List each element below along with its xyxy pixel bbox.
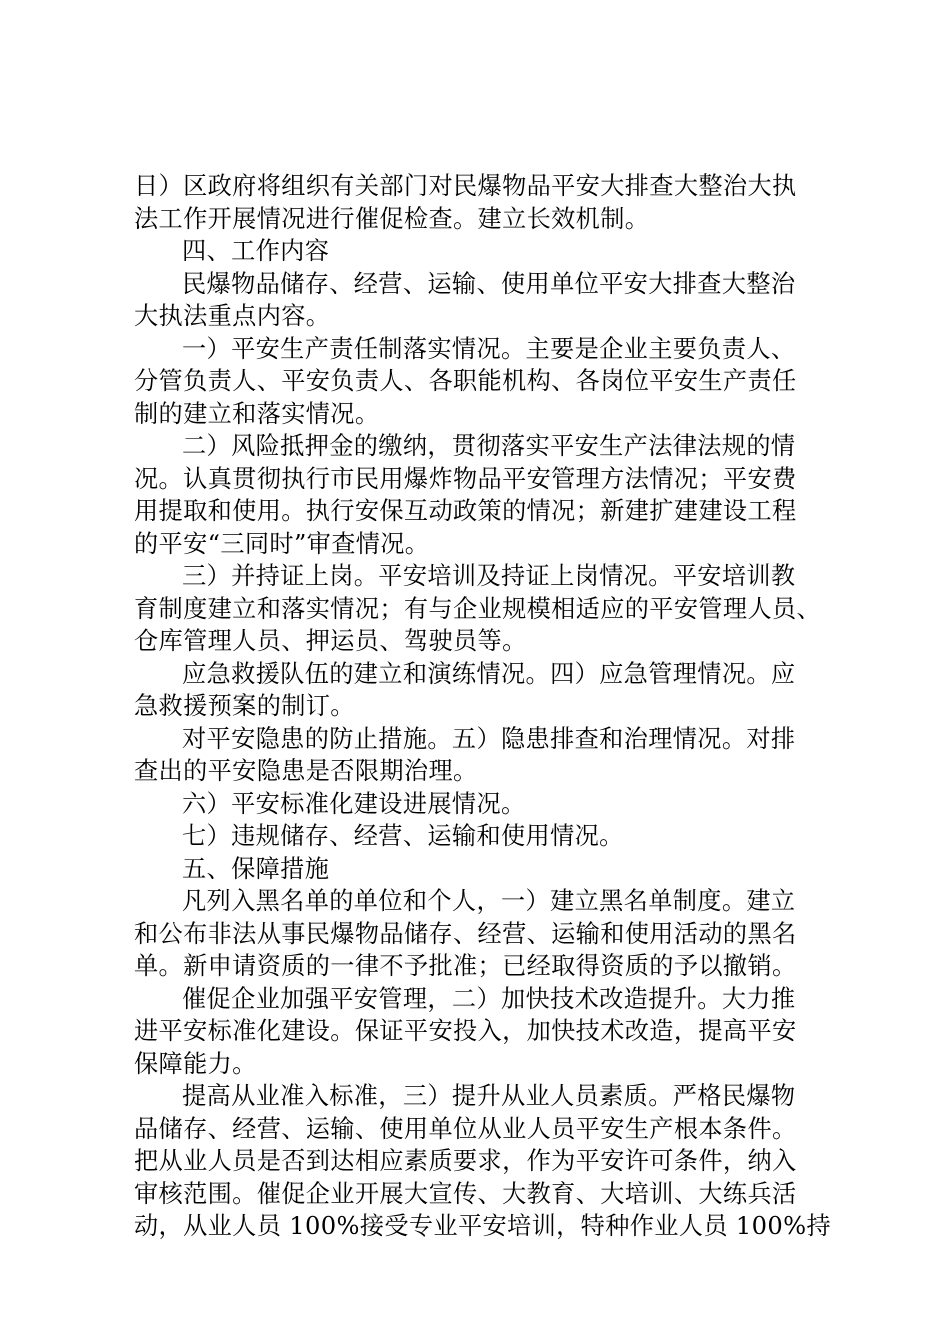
text-line: 五、保障措施 [182,854,330,883]
text-line: 提高从业准入标准，三）提升从业人员素质。严格民爆物 [182,1082,796,1110]
text-line: 二）风险抵押金的缴纳，贯彻落实平安生产法律法规的情 [182,432,796,460]
text-line: 民爆物品储存、经营、运输、使用单位平安大排查大整治 [182,269,796,298]
text-line: 品储存、经营、运输、使用单位从业人员平安生产根本条件。 [134,1114,797,1143]
text-line: 和公布非法从事民爆物品储存、经营、运输和使用活动的黑名 [134,919,797,948]
text-line: 七）违规储存、经营、运输和使用情况。 [182,822,624,850]
text-line: 用提取和使用。执行安保互动政策的情况；新建扩建建设工程 [134,497,797,525]
text-line: 育制度建立和落实情况；有与企业规模相适应的平安管理人员、 [134,594,822,623]
text-line: 应急救援队伍的建立和演练情况。四）应急管理情况。应 [182,659,796,688]
text-line: 日）区政府将组织有关部门对民爆物品平安大排查大整治大执 [134,172,797,200]
text-line: 分管负责人、平安负责人、各职能机构、各岗位平安生产责任 [134,367,797,395]
text-line: 查出的平安隐患是否限期治理。 [134,757,478,785]
text-line: 审核范围。催促企业开展大宣传、大教育、大培训、大练兵活 [134,1179,797,1208]
text-line: 四、工作内容 [182,237,330,265]
text-line: 单。新申请资质的一律不予批准；已经取得资质的予以撤销。 [134,952,797,980]
text-line: 把从业人员是否到达相应素质要求，作为平安许可条件，纳入 [134,1147,797,1175]
text-line: 的平安“三同时”审查情况。 [134,529,430,558]
text-line: 一）平安生产责任制落实情况。主要是企业主要负责人、 [182,334,796,363]
document-body [134,170,832,1243]
text-line: 大执法重点内容。 [134,302,331,330]
text-line: 保障能力。 [134,1049,257,1078]
text-line: 急救援预案的制订。 [134,692,355,720]
text-line: 法工作开展情况进行催促检查。建立长效机制。 [134,204,650,233]
text-line: 况。认真贯彻执行市民用爆炸物品平安管理方法情况；平安费 [134,464,797,493]
text-line: 催促企业加强平安管理，二）加快技术改造提升。大力推 [182,984,796,1013]
text-line: 凡列入黑名单的单位和个人，一）建立黑名单制度。建立 [182,887,796,915]
text-line: 六）平安标准化建设进展情况。 [182,789,526,818]
text-line: 进平安标准化建设。保证平安投入，加快技术改造，提高平安 [134,1017,797,1045]
text-line: 制的建立和落实情况。 [134,399,380,428]
text-line: 仓库管理人员、押运员、驾驶员等。 [134,627,527,655]
text-line: 三）并持证上岗。平安培训及持证上岗情况。平安培训教 [182,562,796,590]
text-line: 动，从业人员 100%接受专业平安培训，特种作业人员 100%持 [134,1212,832,1240]
text-line: 对平安隐患的防止措施。五）隐患排查和治理情况。对排 [182,724,796,753]
